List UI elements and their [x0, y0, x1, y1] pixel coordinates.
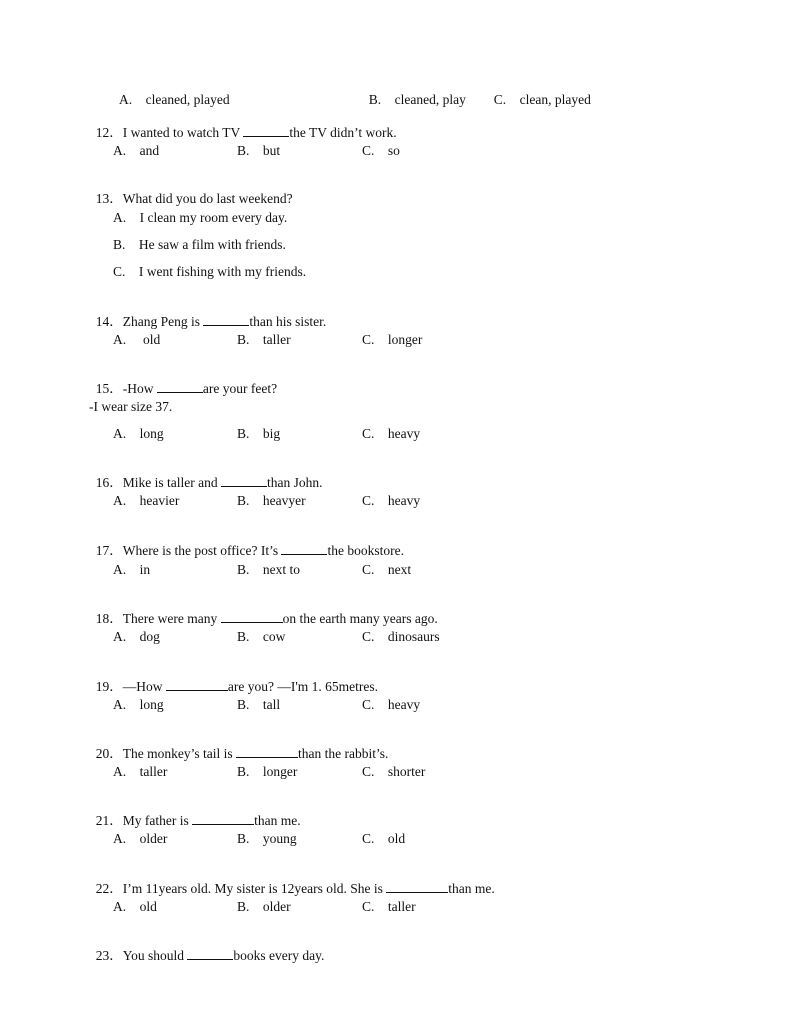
option-text: heavyer [262, 493, 306, 508]
question-text-after: books every day. [233, 948, 325, 963]
option-letter: C. [113, 264, 126, 279]
q21-option-a [113, 831, 167, 847]
option-text: heavy [387, 426, 421, 441]
question-text-after: than his sister. [249, 314, 327, 329]
option-letter: C. [362, 562, 375, 577]
question-number: 15． [95, 381, 123, 396]
option-letter: C. [362, 899, 375, 914]
q15-option-a [113, 426, 164, 442]
answer-blank[interactable] [187, 947, 233, 960]
option-text: cleaned, play [394, 92, 466, 107]
q17-option-a [113, 562, 150, 578]
option-letter: B. [368, 92, 382, 107]
q18-option-b [237, 629, 285, 645]
q11-option-b [362, 76, 466, 108]
question-text: What did you do last weekend? [122, 191, 293, 206]
question-18 [89, 594, 438, 627]
option-text: and [139, 143, 160, 158]
question-text-before: Zhang Peng is [122, 314, 204, 329]
option-letter: B. [237, 493, 250, 508]
answer-blank[interactable] [236, 745, 298, 758]
option-text: shorter [387, 764, 426, 779]
q12-option-a [113, 143, 159, 159]
option-letter: C. [362, 143, 375, 158]
q20-option-a [113, 764, 167, 780]
option-text: long [139, 697, 164, 712]
question-text-after: than the rabbit’s. [297, 746, 389, 761]
option-letter: A. [113, 697, 127, 712]
question-number: 23． [95, 948, 123, 963]
option-letter: C. [362, 831, 375, 846]
option-text: long [139, 426, 164, 441]
q14-option-a [113, 332, 160, 348]
option-letter: A. [113, 143, 127, 158]
option-letter: A. [113, 426, 127, 441]
q22-option-b [237, 899, 291, 915]
question-text-before: There were many [122, 611, 221, 626]
option-letter: A. [113, 764, 127, 779]
question-text-after: than me. [448, 881, 495, 896]
question-text-after: are you? —I'm 1. 65metres. [227, 679, 379, 694]
question-number: 18． [95, 611, 123, 626]
option-letter: C. [362, 764, 375, 779]
question-16 [89, 458, 322, 491]
answer-blank[interactable] [281, 542, 327, 555]
question-text-after: the TV didn’t work. [289, 125, 397, 140]
option-text: taller [139, 764, 168, 779]
question-number: 13． [95, 191, 123, 206]
q11-option-a [113, 76, 230, 108]
option-letter: A. [113, 332, 127, 347]
option-text: clean, played [519, 92, 591, 107]
answer-blank[interactable] [243, 124, 289, 137]
question-text-before: -How [122, 381, 157, 396]
q13-option-c [113, 264, 306, 280]
option-text: so [387, 143, 400, 158]
q16-option-c [362, 493, 420, 509]
option-letter: C. [362, 493, 375, 508]
answer-blank[interactable] [203, 313, 249, 326]
option-text: heavier [139, 493, 180, 508]
option-letter: C. [362, 697, 375, 712]
option-letter: C. [362, 426, 375, 441]
option-letter: B. [237, 332, 250, 347]
answer-blank[interactable] [157, 380, 203, 393]
question-15 [89, 364, 277, 397]
question-number: 14． [95, 314, 123, 329]
answer-blank[interactable] [192, 812, 254, 825]
option-letter: B. [237, 764, 250, 779]
option-text: big [262, 426, 281, 441]
question-number: 20． [95, 746, 123, 761]
question-text-before: You should [122, 948, 188, 963]
q14-option-b [237, 332, 291, 348]
question-text-after: than John. [266, 475, 323, 490]
q11-option-c [487, 76, 591, 108]
option-text: heavy [387, 697, 421, 712]
q14-option-c [362, 332, 422, 348]
q19-option-a [113, 697, 164, 713]
question-text-after: on the earth many years ago. [282, 611, 438, 626]
question-text-before: My father is [122, 813, 193, 828]
question-number: 12． [95, 125, 123, 140]
question-number: 22． [95, 881, 123, 896]
question-text-before: —How [122, 679, 166, 694]
question-text-before: I’m 11years old. My sister is 12years old. She is [122, 881, 387, 896]
question-17 [89, 526, 404, 559]
option-letter: B. [237, 831, 250, 846]
option-text: cleaned, played [145, 92, 230, 107]
question-22 [89, 864, 495, 897]
question-text-before: The monkey’s tail is [122, 746, 236, 761]
question-text-after: the bookstore. [327, 543, 404, 558]
option-text: taller [262, 332, 291, 347]
option-letter: B. [237, 899, 250, 914]
q20-option-c [362, 764, 425, 780]
question-text-after: are your feet? [202, 381, 278, 396]
q13-option-a [113, 210, 287, 226]
q17-option-b [237, 562, 300, 578]
question-text-before: Mike is taller and [122, 475, 221, 490]
option-text: but [262, 143, 281, 158]
option-text: old [143, 332, 161, 347]
q15-option-b [237, 426, 280, 442]
answer-blank[interactable] [221, 474, 267, 487]
option-letter: A. [113, 629, 127, 644]
question-text-before: Where is the post office? It’s [122, 543, 282, 558]
q19-option-b [237, 697, 280, 713]
option-text: dinosaurs [387, 629, 440, 644]
question-20 [89, 729, 388, 762]
q15-option-c [362, 426, 420, 442]
option-text: longer [387, 332, 423, 347]
option-letter: A. [119, 92, 133, 107]
option-letter: A. [113, 210, 127, 225]
option-text: older [139, 831, 168, 846]
q18-option-c [362, 629, 440, 645]
option-letter: B. [237, 697, 250, 712]
answer-blank[interactable] [221, 610, 283, 623]
option-letter: B. [237, 426, 250, 441]
q12-option-c [362, 143, 400, 159]
q18-option-a [113, 629, 160, 645]
option-letter: A. [113, 831, 127, 846]
option-text: dog [139, 629, 160, 644]
option-letter: B. [237, 629, 250, 644]
option-letter: C. [493, 92, 507, 107]
question-15-response: -I wear size 37. [89, 399, 173, 414]
answer-blank[interactable] [166, 678, 228, 691]
q22-option-a [113, 899, 157, 915]
q22-option-c [362, 899, 416, 915]
option-text: old [139, 899, 157, 914]
option-text: taller [387, 899, 416, 914]
question-19 [89, 662, 378, 695]
q17-option-c [362, 562, 411, 578]
option-text: longer [262, 764, 298, 779]
option-text: cow [262, 629, 286, 644]
question-number: 17． [95, 543, 123, 558]
option-text: next to [262, 562, 301, 577]
question-21 [89, 796, 301, 829]
question-23 [89, 931, 324, 964]
q13-option-b [113, 237, 286, 253]
q16-option-a [113, 493, 179, 509]
option-text: old [387, 831, 406, 846]
option-text: older [262, 899, 291, 914]
option-text: I clean my room every day. [139, 210, 288, 225]
option-letter: A. [113, 493, 127, 508]
option-text: I went fishing with my friends. [138, 264, 307, 279]
question-13 [89, 175, 293, 207]
q16-option-b [237, 493, 306, 509]
option-letter: B. [237, 562, 250, 577]
option-letter: B. [113, 237, 126, 252]
option-text: He saw a film with friends. [138, 237, 286, 252]
question-12 [89, 108, 397, 141]
question-14 [89, 297, 326, 330]
question-text-before: I wanted to watch TV [122, 125, 244, 140]
option-letter: B. [237, 143, 250, 158]
option-text: in [139, 562, 151, 577]
q21-option-b [237, 831, 297, 847]
question-number: 16． [95, 475, 123, 490]
question-text-after: than me. [254, 813, 301, 828]
answer-blank[interactable] [386, 880, 448, 893]
option-letter: A. [113, 562, 127, 577]
option-text: heavy [387, 493, 421, 508]
option-letter: C. [362, 629, 375, 644]
question-number: 19． [95, 679, 123, 694]
question-number: 21． [95, 813, 123, 828]
option-text: tall [262, 697, 281, 712]
option-letter: C. [362, 332, 375, 347]
option-letter: A. [113, 899, 127, 914]
q21-option-c [362, 831, 405, 847]
option-text: young [262, 831, 297, 846]
q19-option-c [362, 697, 420, 713]
option-text: next [387, 562, 412, 577]
q12-option-b [237, 143, 280, 159]
q20-option-b [237, 764, 297, 780]
